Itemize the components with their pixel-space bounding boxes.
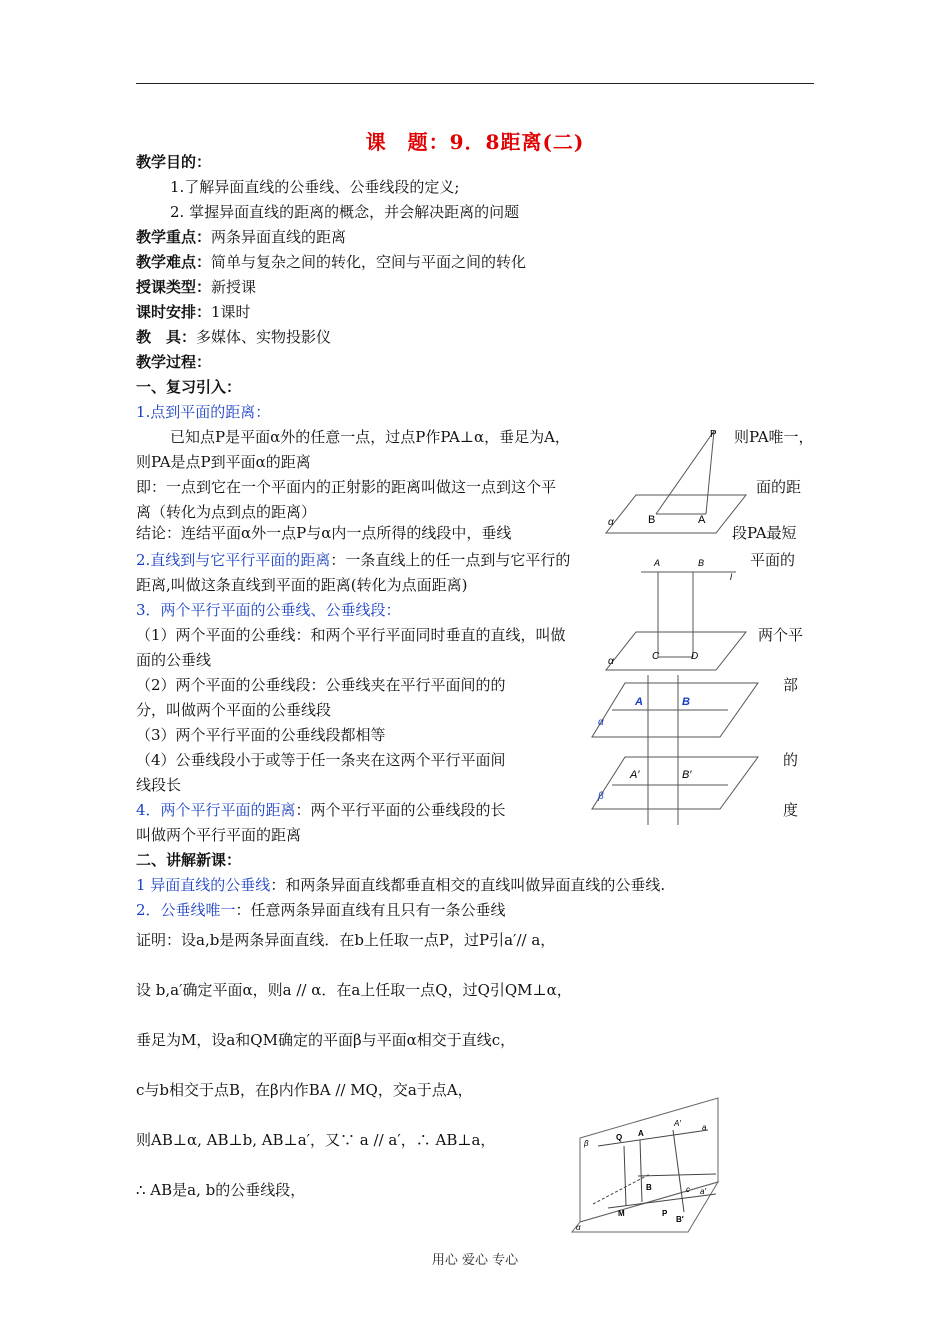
header-rule <box>136 83 814 84</box>
point-1-text: ：和两条异面直线都垂直相交的直线叫做异面直线的公垂线. <box>270 876 666 894</box>
label-a: A <box>698 514 706 526</box>
s4-line-2: 叫做两个平行平面的距离 <box>136 826 302 844</box>
s2-tail: 平面的 <box>750 551 796 569</box>
type-label: 授课类型： <box>136 278 212 296</box>
point-2 <box>136 900 506 920</box>
label-m: M <box>618 1209 625 1218</box>
lesson-time <box>136 302 251 322</box>
label-c: C <box>652 651 660 662</box>
label-b-prime: B′ <box>682 769 692 781</box>
difficulty <box>136 252 526 272</box>
time-label: 课时安排： <box>136 303 212 321</box>
section-1-title: 1.点到平面的距离： <box>136 403 271 421</box>
label-a-prime: A′ <box>630 769 640 781</box>
point-2-text: ：任意两条异面直线有且只有一条公垂线 <box>235 901 506 919</box>
label-q: Q <box>616 1133 623 1142</box>
figure-parallel-planes <box>590 675 760 830</box>
label-alpha: α <box>608 656 614 667</box>
point-1-title: 1 异面直线的公垂线 <box>136 876 271 894</box>
goal-item-1: 1.了解异面直线的公垂线、公垂线段的定义; <box>170 178 460 196</box>
point-1 <box>136 875 665 895</box>
section-2-title: 2.直线到与它平行平面的距离 <box>136 551 331 569</box>
proof-line-4: c与b相交于点B，在β内作BA // MQ，交a于点A， <box>136 1081 473 1099</box>
proof-line-5: 则AB⊥α, AB⊥b, AB⊥a′，又∵ a // a′，∴ AB⊥a， <box>136 1131 496 1149</box>
section-4-text: ：两个平行平面的公垂线段的长 <box>295 801 506 819</box>
s1-line-3: 即：一点到它在一个平面内的正射影的距离叫做这一点到这个平 <box>136 478 557 496</box>
process-heading: 教学过程： <box>136 353 212 371</box>
s1-line-4: 离（转化为点到点的距离） <box>136 503 317 521</box>
review-heading: 一、复习引入： <box>136 378 242 396</box>
time-value: 1课时 <box>211 303 251 321</box>
figure-line-plane <box>596 552 756 672</box>
label-b: B <box>682 696 690 708</box>
section-4-title: 4．两个平行平面的距离 <box>136 801 296 819</box>
label-b: B <box>648 514 656 526</box>
label-p: P <box>662 1209 668 1218</box>
lesson-type <box>136 277 256 297</box>
goals-heading: 教学目的： <box>136 153 212 171</box>
tool-label: 教 具： <box>136 328 197 346</box>
label-d: D <box>691 651 699 662</box>
label-l: l <box>730 572 732 582</box>
s3-item-2b: 分，叫做两个平面的公垂线段 <box>136 701 332 719</box>
s1-line-5: 结论：连结平面α外一点P与α内一点所得的线段中，垂线 <box>136 524 512 542</box>
s2-line-2: 距离,叫做这条直线到平面的距离(转化为点面距离) <box>136 576 468 594</box>
section-4 <box>136 800 506 820</box>
label-p: P <box>710 429 717 440</box>
s3-item-4: （4）公垂线段小于或等于任一条夹在这两个平行平面间 <box>136 751 506 769</box>
point-2-title: 2．公垂线唯一 <box>136 901 236 919</box>
newlesson-heading: 二、讲解新课： <box>136 851 242 869</box>
figure-skew-lines <box>568 1094 728 1236</box>
key-label: 教学重点： <box>136 228 212 246</box>
label-line-a-prime: a′ <box>700 1187 706 1196</box>
page-footer: 用心 爱心 专心 <box>431 1253 519 1268</box>
label-alpha: α <box>608 517 614 528</box>
section-2-text: ：一条直线上的任一点到与它平行的 <box>330 551 571 569</box>
diff-value: 简单与复杂之间的转化，空间与平面之间的转化 <box>211 253 527 271</box>
type-value: 新授课 <box>211 278 257 296</box>
s1-line-1-tail: 则PA唯一， <box>734 428 814 446</box>
label-c: c <box>686 1185 690 1194</box>
label-a: A <box>635 696 643 708</box>
label-line-a: a <box>702 1123 707 1132</box>
label-beta: β <box>598 791 604 802</box>
s1-line-2: 则PA是点P到平面α的距离 <box>136 453 311 471</box>
diff-label: 教学难点： <box>136 253 212 271</box>
proof-line-2: 设 b,a′确定平面α，则a // α．在a上任取一点Q，过Q引QM⊥α， <box>136 981 572 999</box>
figure-point-plane <box>596 425 756 540</box>
proof-line-6: ∴ AB是a, b的公垂线段， <box>136 1181 306 1199</box>
goal-item-2: 2. 掌握异面直线的距离的概念，并会解决距离的问题 <box>170 203 520 221</box>
s3-item-4b: 线段长 <box>136 776 182 794</box>
s4-tail: 度 <box>783 801 799 819</box>
s3-item-4-tail: 的 <box>783 751 799 769</box>
page-title: 课 题：9．8距离(二) <box>365 130 585 154</box>
s1-line-1: 已知点P是平面α外的任意一点，过点P作PA⊥α，垂足为A， <box>170 428 570 446</box>
label-alpha: α <box>576 1223 581 1232</box>
s3-item-3: （3）两个平行平面的公垂线段都相等 <box>136 726 386 744</box>
label-alpha: α <box>598 717 604 728</box>
s3-item-2: （2）两个平面的公垂线段：公垂线夹在平行平面间的的 <box>136 676 506 694</box>
label-b: B <box>698 558 705 568</box>
s3-item-1: （1）两个平面的公垂线：和两个平行平面同时垂直的直线，叫做 <box>136 626 566 644</box>
label-b-prime: B′ <box>676 1215 684 1224</box>
key-value: 两条异面直线的距离 <box>211 228 347 246</box>
s3-item-1-tail: 两个平 <box>758 626 804 644</box>
label-b: B <box>646 1183 652 1192</box>
teaching-tools <box>136 327 331 347</box>
s3-item-2-tail: 部 <box>783 676 799 694</box>
s3-item-1b: 面的公垂线 <box>136 651 212 669</box>
label-a: A <box>654 558 661 568</box>
s1-line-5-tail: 段PA最短 <box>732 524 797 542</box>
tool-value: 多媒体、实物投影仪 <box>196 328 332 346</box>
label-a: A <box>638 1129 644 1138</box>
label-a-prime-top: A′ <box>674 1119 681 1128</box>
label-beta: β <box>584 1139 589 1148</box>
proof-line-1: 证明：设a,b是两条异面直线．在b上任取一点P，过P引a′// a， <box>136 931 556 949</box>
key-point <box>136 227 346 247</box>
section-2 <box>136 550 570 570</box>
s1-line-3-tail: 面的距 <box>756 478 802 496</box>
section-3-title: 3．两个平行平面的公垂线、公垂线段： <box>136 601 401 619</box>
proof-line-3: 垂足为M，设a和QM确定的平面β与平面α相交于直线c， <box>136 1031 516 1049</box>
